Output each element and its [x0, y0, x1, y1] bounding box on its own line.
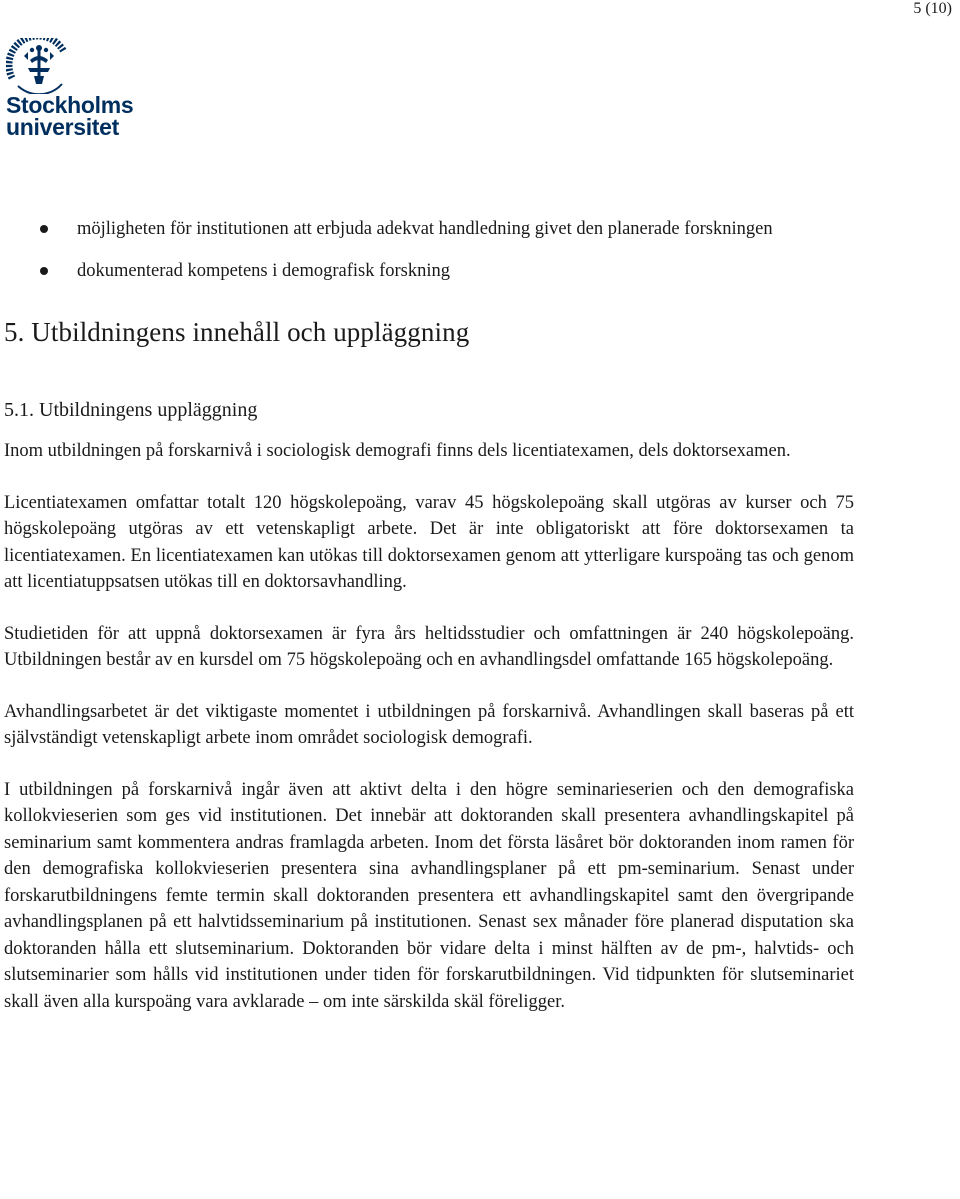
paragraph: Licentiatexamen omfattar totalt 120 högskolepoäng, varav 45 högskolepoäng skall utgöras av kurser och 75 högskolepoäng utgöras av ett vetenskapligt arbete. Det är inte obligatoriskt att före doktorsexamen ta licentiatexamen. En licentiatexamen kan utökas till doktorsexamen genom att ytterligare kurspoäng tas och genom att licentiatuppsatsen utökas till en doktorsavhandling. — [4, 492, 854, 592]
paragraph: Avhandlingsarbetet är det viktigaste momentet i utbildningen på forskarnivå. Avhandlingen skall baseras på ett självständigt vetenskapligt arbete inom området sociologisk demografi. — [4, 701, 854, 748]
section-heading: 5. Utbildningens innehåll och uppläggning — [4, 317, 470, 347]
list-item-text: möjligheten för institutionen att erbjuda adekvat handledning givet den planerade forskningen — [77, 219, 773, 239]
logo-line-2: universitet — [6, 114, 120, 140]
list-item — [4, 258, 854, 285]
bullet-icon — [40, 267, 48, 275]
university-logo — [6, 38, 134, 140]
bullet-list — [4, 216, 854, 284]
list-item-text: dokumenterad kompetens i demografisk forskning — [77, 260, 450, 281]
subsection-heading: 5.1. Utbildningens uppläggning — [4, 399, 258, 421]
logo-line-1: Stockholms — [6, 92, 134, 118]
list-item — [4, 216, 854, 243]
paragraph: Inom utbildningen på forskarnivå i sociologisk demografi finns dels licentiatexamen, dels doktorsexamen. — [4, 441, 791, 461]
paragraph: I utbildningen på forskarnivå ingår även att aktivt delta i den högre seminarieserien och den demografiska kollokvieserien som ges vid institutionen. Det innebär att doktoranden skall presentera avhandlingskapitel på seminarium samt kommentera andras framlagda arbeten. Inom det första läsåret bör doktoranden inom ramen för den demografiska kollokvieserien presentera sina avhandlingsplaner på ett pm-seminarium. Senast under forskarutbildningens femte termin skall doktoranden presentera ett avhandlingskapitel samt den övergripande avhandlingsplanen på ett halvtidsseminarium på institutionen. Senast sex månader före planerad disputation ska doktoranden hålla ett slutseminarium. Doktoranden bör vidare delta i minst hälften av de pm-, halvtids- och slutseminarier som hålls vid institutionen under tiden för forskarutbildningen. Vid tidpunkten för slutseminariet skall även alla kurspoäng vara avklarade – om inte särskilda skäl föreligger. — [4, 779, 854, 1012]
document-body — [4, 216, 854, 1015]
bullet-icon — [40, 225, 48, 233]
university-name — [6, 94, 133, 138]
university-seal-icon — [6, 38, 76, 94]
page-number: 5 (10) — [913, 0, 952, 17]
paragraph: Studietiden för att uppnå doktorsexamen är fyra års heltidsstudier och omfattningen är 240 högskolepoäng. Utbildningen består av en kursdel om 75 högskolepoäng och en avhandlingsdel omfattande 165 högskolepoäng. — [4, 623, 854, 670]
